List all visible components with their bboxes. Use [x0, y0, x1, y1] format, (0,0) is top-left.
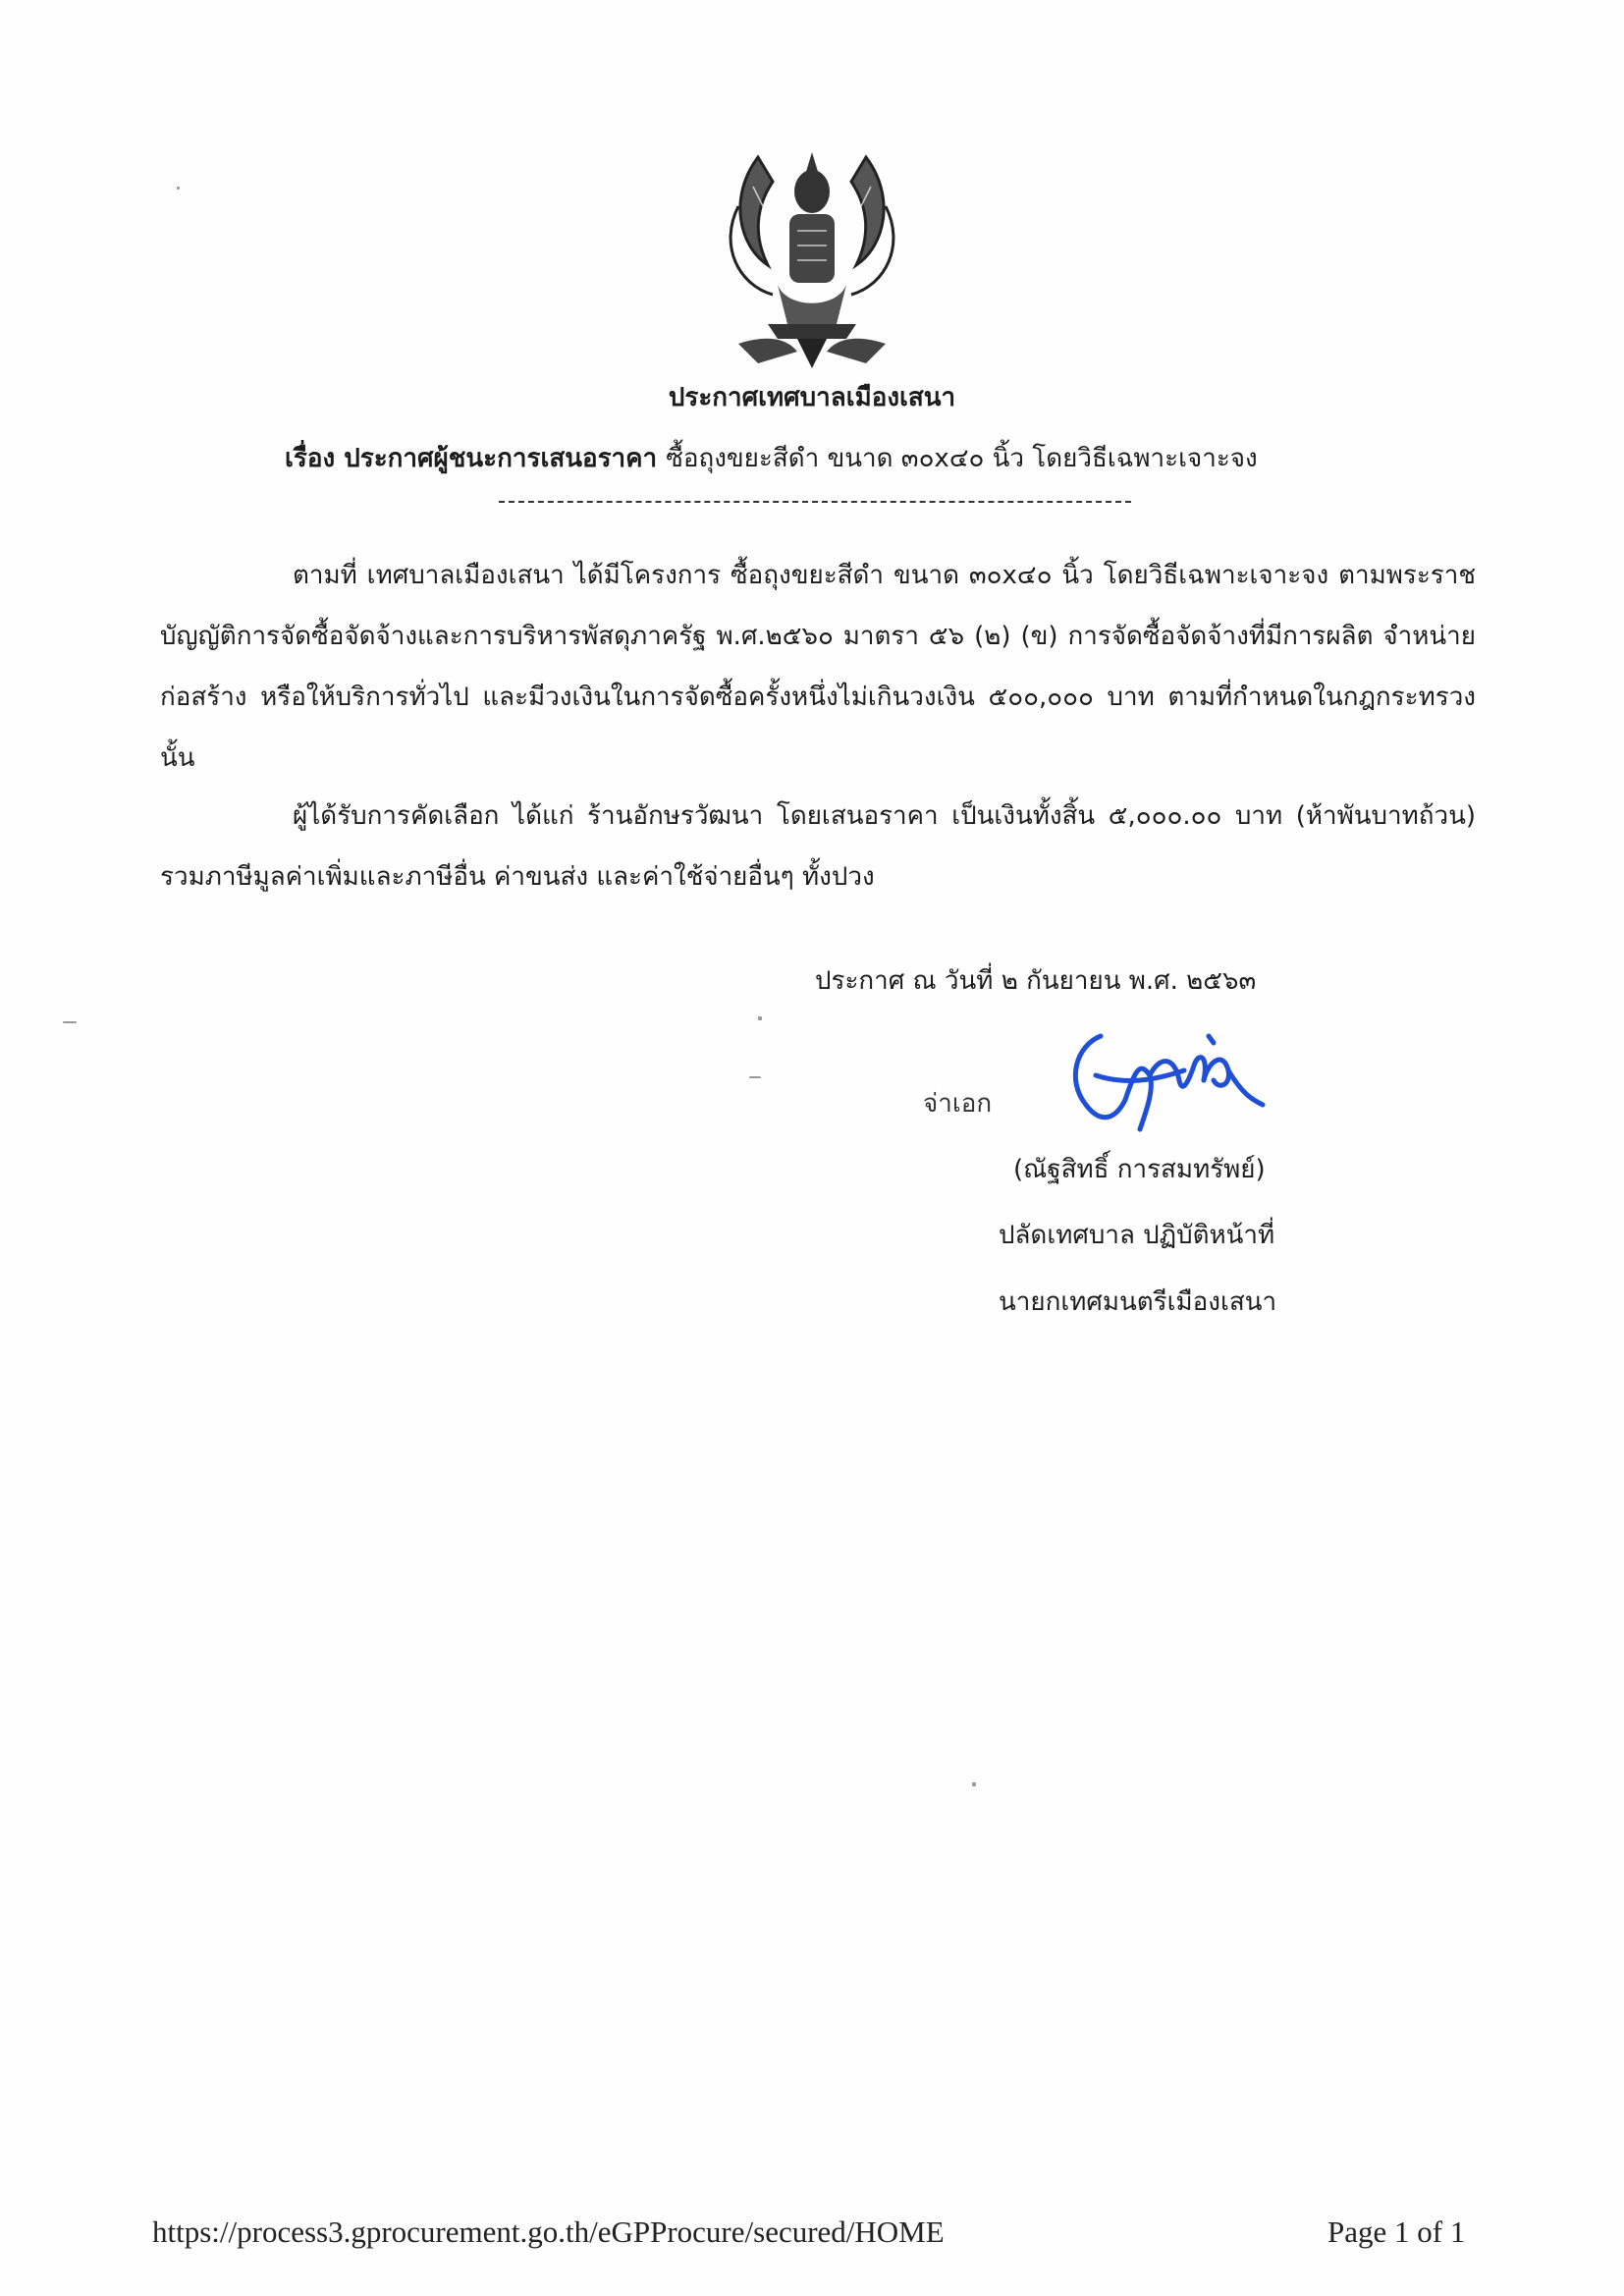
scan-speck — [177, 187, 180, 190]
handwritten-signature-icon — [1056, 1021, 1272, 1149]
signer-title-2: นายกเทศมนตรีเมืองเสนา — [999, 1287, 1277, 1317]
subject-rest: ซื้อถุงขยะสีดำ ขนาด ๓๐x๔๐ นิ้ว โดยวิธีเฉพาะเจาะจง — [666, 444, 1258, 473]
garuda-emblem-icon — [699, 137, 925, 373]
body-paragraph-1: ตามที่ เทศบาลเมืองเสนา ได้มีโครงการ ซื้อถุงขยะสีดำ ขนาด ๓๐x๔๐ นิ้ว โดยวิธีเฉพาะเจาะจง ตามพระราชบัญญัติการจัดซื้อจัดจ้างและการบริหารพัสดุภาครัฐ พ.ศ.๒๕๖๐ มาตรา ๕๖ (๒) (ข) การจัดซื้อจัดจ้างที่มีการผลิต จำหน่าย ก่อสร้าง หรือให้บริการทั่วไป และมีวงเงินในการจัดซื้อครั้งหนึ่งไม่เกินวงเงิน ๕๐๐,๐๐๐ บาท ตามที่กำหนดในกฎกระทรวง นั้น — [160, 561, 1476, 773]
scan-speck — [972, 1782, 976, 1786]
document-title: ประกาศเทศบาลเมืองเสนา — [668, 383, 956, 412]
divider — [499, 501, 1131, 503]
sign-rank-label: จ่าเอก — [923, 1089, 993, 1119]
subject-label: เรื่อง — [285, 444, 336, 473]
body-paragraph-2: ผู้ได้รับการคัดเลือก ได้แก่ ร้านอักษรวัฒนา โดยเสนอราคา เป็นเงินทั้งสิ้น ๕,๐๐๐.๐๐ บาท (ห้าพันบาทถ้วน) รวมภาษีมูลค่าเพิ่มและภาษีอื่น ค่าขนส่ง และค่าใช้จ่ายอื่นๆ ทั้งปวง — [160, 801, 1476, 892]
scan-speck — [758, 1016, 762, 1020]
scan-speck — [749, 1076, 761, 1078]
footer-url: https://process3.gprocurement.go.th/eGPProcure/secured/HOME — [152, 2214, 945, 2249]
scan-speck — [63, 1021, 77, 1023]
signer-title-1: ปลัดเทศบาล ปฏิบัติหน้าที่ — [999, 1221, 1275, 1250]
signer-name: (ณัฐสิทธิ์ การสมทรัพย์) — [1013, 1155, 1266, 1184]
announce-date: ประกาศ ณ วันที่ ๒ กันยายน พ.ศ. ๒๕๖๓ — [815, 966, 1257, 996]
subject-text: ประกาศผู้ชนะการเสนอราคา — [344, 444, 658, 473]
document-subject — [285, 438, 1365, 478]
footer-page-number: Page 1 of 1 — [1327, 2214, 1466, 2249]
